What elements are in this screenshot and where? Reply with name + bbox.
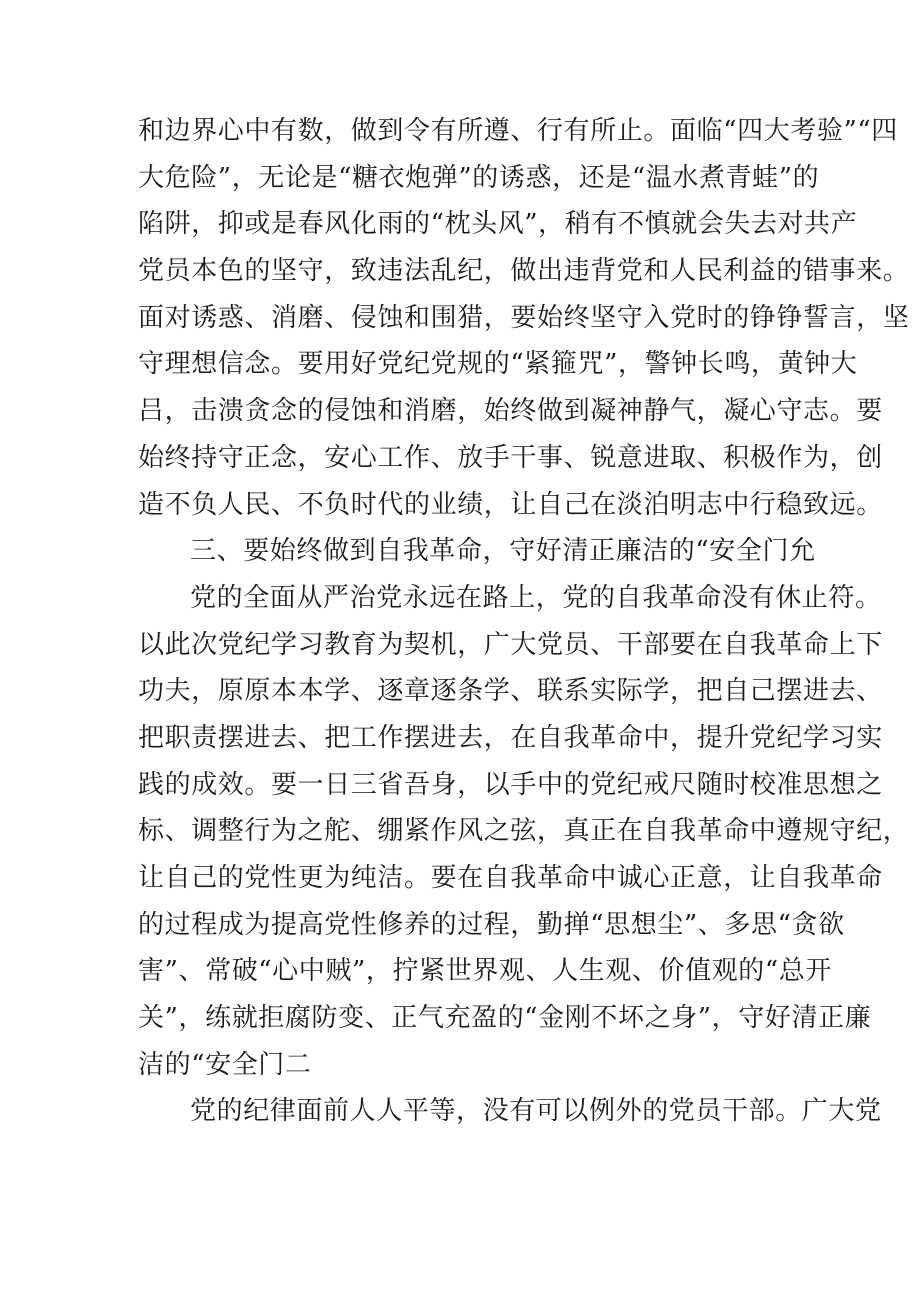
text-line: 党的全面从严治党永远在路上，党的自我革命没有休止符。 xyxy=(190,582,882,613)
text-line: 践的成效。要一日三省吾身，以手中的党纪戒尺随时校准思想之 xyxy=(138,769,883,800)
text-line: 洁的“安全门二 xyxy=(138,1049,312,1080)
text-line: 把职责摆进去、把工作摆进去，在自我革命中，提升党纪学习实 xyxy=(138,722,883,753)
text-line: 吕，击溃贪念的侵蚀和消磨，始终做到凝神静气，凝心守志。要 xyxy=(138,396,883,427)
body-text xyxy=(138,108,910,1135)
text-line: 面对诱惑、消磨、侵蚀和围猎，要始终坚守入党时的铮铮誓言，坚 xyxy=(138,302,910,333)
text-line: 以此次党纪学习教育为契机，广大党员、干部要在自我革命上下 xyxy=(138,629,883,660)
text-line: 和边界心中有数，做到令有所遵、行有所止。面临“四大考验”“四 xyxy=(138,116,898,146)
text-line: 大危险”，无论是“糖衣炮弹”的诱惑，还是“温水煮青蛙”的 xyxy=(138,162,820,193)
text-line: 功夫，原原本本学、逐章逐条学、联系实际学，把自己摆进去、 xyxy=(138,676,883,707)
text-line: 标、调整行为之舵、绷紧作风之弦，真正在自我革命中遵规守纪， xyxy=(138,816,910,847)
text-line: 造不负人民、不负时代的业绩，让自己在淡泊明志中行稳致远。 xyxy=(138,489,883,520)
text-line: 关”，练就拒腐防变、正气充盈的“金刚不坏之身”，守好清正廉 xyxy=(138,1003,872,1034)
text-line: 守理想信念。要用好党纪党规的“紧箍咒”，警钟长鸣，黄钟大 xyxy=(138,349,858,380)
text-line: 陷阱，抑或是春风化雨的“枕头风”，稍有不慎就会失去对共产 xyxy=(138,209,858,240)
text-line: 让自己的党性更为纯洁。要在自我革命中诚心正意，让自我革命 xyxy=(138,863,883,893)
text-line: 党员本色的坚守，致违法乱纪，做出违背党和人民利益的错事来。 xyxy=(138,256,910,287)
text-line: 害”、常破“心中贼”，拧紧世界观、人生观、价值观的“总开 xyxy=(138,956,832,987)
text-line: 始终持守正念，安心工作、放手干事、锐意进取、积极作为，创 xyxy=(138,442,883,473)
text-line: 党的纪律面前人人平等，没有可以例外的党员干部。广大党 xyxy=(190,1096,882,1127)
text-line: 的过程成为提高党性修养的过程，勤掸“思想尘”、多思“贪欲 xyxy=(138,909,845,940)
text-line: 三、要始终做到自我革命，守好清正廉洁的“安全门允 xyxy=(190,536,816,567)
